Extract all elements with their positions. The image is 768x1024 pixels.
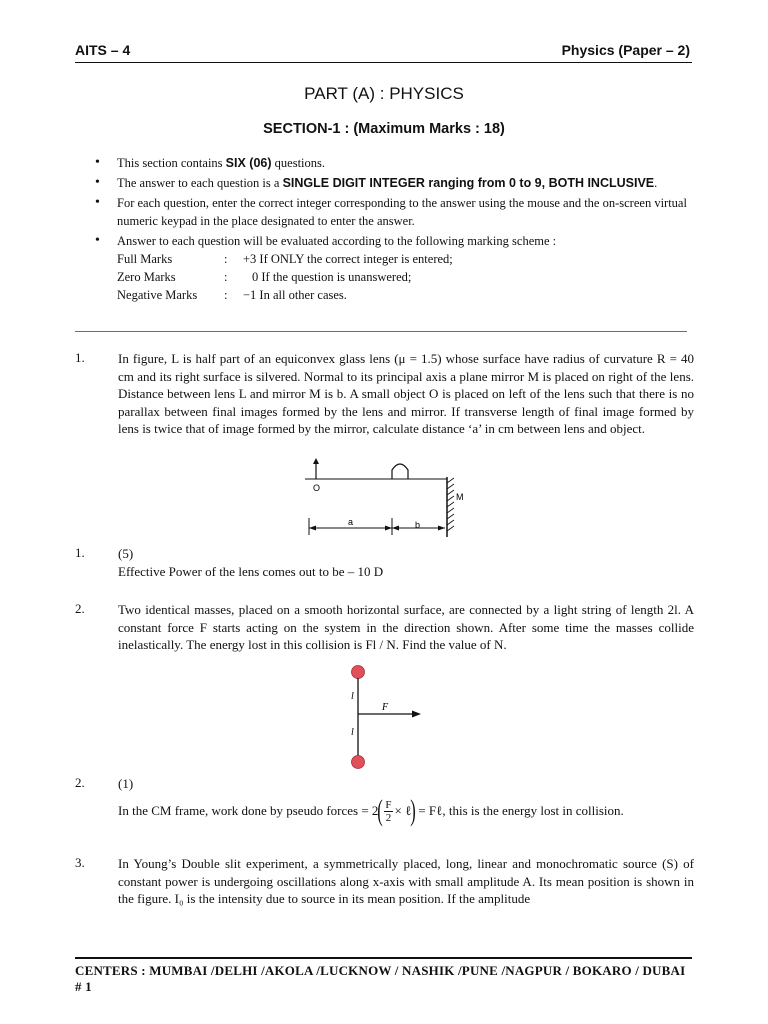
part-title: PART (A) : PHYSICS — [304, 84, 464, 103]
lens-shape — [392, 464, 408, 479]
question-3-number: 3. — [75, 855, 85, 870]
dimension-arrowhead — [309, 526, 316, 531]
instruction-item: • For each question, enter the correct integer corresponding to the answer using the mouse and the on-screen virtual numeric keypad in the place designated to enter the answer. — [95, 194, 695, 230]
mass-bottom — [352, 756, 365, 769]
marking-full: Full Marks : +3 If ONLY the correct integer is entered; — [117, 252, 453, 266]
answer-1-value: (5) — [118, 546, 134, 561]
dimension-arrowhead — [438, 526, 445, 531]
footer-rule — [75, 957, 692, 959]
question-2-text: Two identical masses, placed on a smooth horizontal surface, are connected by a light string of length 2l. A constant force F starts acting on the system in the direction shown. After some time the masses collide inelastically. The energy lost in this collision is Fl / N. Find the value of N. — [118, 602, 694, 652]
dimension-arrowhead — [385, 526, 392, 531]
instructions — [95, 154, 695, 306]
header-right: Physics (Paper – 2) — [561, 42, 690, 58]
object-label: O — [313, 483, 321, 493]
question-3-text: In Young’s Double slit experiment, a symmetrically placed, long, linear and monochromatic source (S) of constant power is undergoing oscillations along x-axis with small amplitude A. Its mean position is shown in the figure. I₀ is the intensity due to source in its mean position. If the amplitude — [118, 856, 694, 906]
object-arrow-head — [313, 458, 319, 464]
force-label: F — [382, 702, 389, 713]
answer-2-number: 2. — [75, 775, 85, 790]
section-title: SECTION-1 : (Maximum Marks : 18) — [263, 121, 505, 137]
section-divider — [75, 331, 687, 332]
distance-b-label: b — [415, 520, 421, 530]
paren-close: ) — [410, 794, 417, 827]
instruction-item: • Answer to each question will be evaluated according to the following marking scheme : Full Marks : +3 If ONLY the correct integer is entered; Zero Marks : 0 If the question is unanswered; Negative Marks : −1 In all other cases. — [95, 232, 695, 304]
answer-1-number: 1. — [75, 545, 85, 560]
distance-a-label: a — [348, 517, 354, 527]
question-1-text: In figure, L is half part of an equiconvex glass lens (μ = 1.5) whose surface have radius of curvature R = 40 cm and its right surface is silvered. Normal to its principal axis a plane mirror M is placed on right of the lens. Distance between lens L and mirror M is b. A small object O is placed on left of the lens such that there is no parallax between final images formed by the lens and mirror. If transverse length of final image formed by lens is twice that of image formed by the mirror, calculate distance ‘a’ in cm between lens and object. — [118, 351, 694, 436]
length-label: l — [351, 727, 354, 738]
string-masses-figure — [330, 662, 430, 774]
footer-centers: CENTERS : MUMBAI /DELHI /AKOLA /LUCKNOW / NASHIK /PUNE /NAGPUR / BOKARO / DUBAI # 1 — [75, 963, 686, 994]
paren-open: ( — [377, 794, 384, 827]
question-2-number: 2. — [75, 601, 85, 616]
header-rule — [75, 62, 692, 63]
answer-1-solution: Effective Power of the lens comes out to be – 10 D — [118, 564, 384, 579]
answer-2-value: (1) — [118, 776, 134, 791]
instruction-item: • The answer to each question is a SINGLE DIGIT INTEGER ranging from 0 to 9, BOTH INCLUSIVE. — [95, 174, 695, 192]
marking-zero: Zero Marks : 0 If the question is unanswered; — [117, 270, 412, 284]
instruction-item: • This section contains SIX (06) questions. — [95, 154, 695, 172]
length-label: l — [351, 691, 354, 702]
force-arrow-head — [412, 711, 421, 718]
mirror-hatching — [447, 478, 454, 531]
mass-top — [352, 666, 365, 679]
lens-mirror-figure — [295, 455, 475, 540]
marking-negative: Negative Marks : −1 In all other cases. — [117, 288, 347, 302]
mirror-label: M — [456, 492, 464, 502]
answer-2-solution: In the CM frame, work done by pseudo forces = 2 ( $\frac{F}{2}$ × ℓ ) = Fℓ , this is the energy lost in collision. — [118, 794, 624, 827]
fraction: $\frac{F}{2}$ — [385, 798, 392, 824]
question-1-number: 1. — [75, 350, 85, 365]
dimension-arrowhead — [392, 526, 399, 531]
header-left: AITS – 4 — [75, 42, 131, 58]
